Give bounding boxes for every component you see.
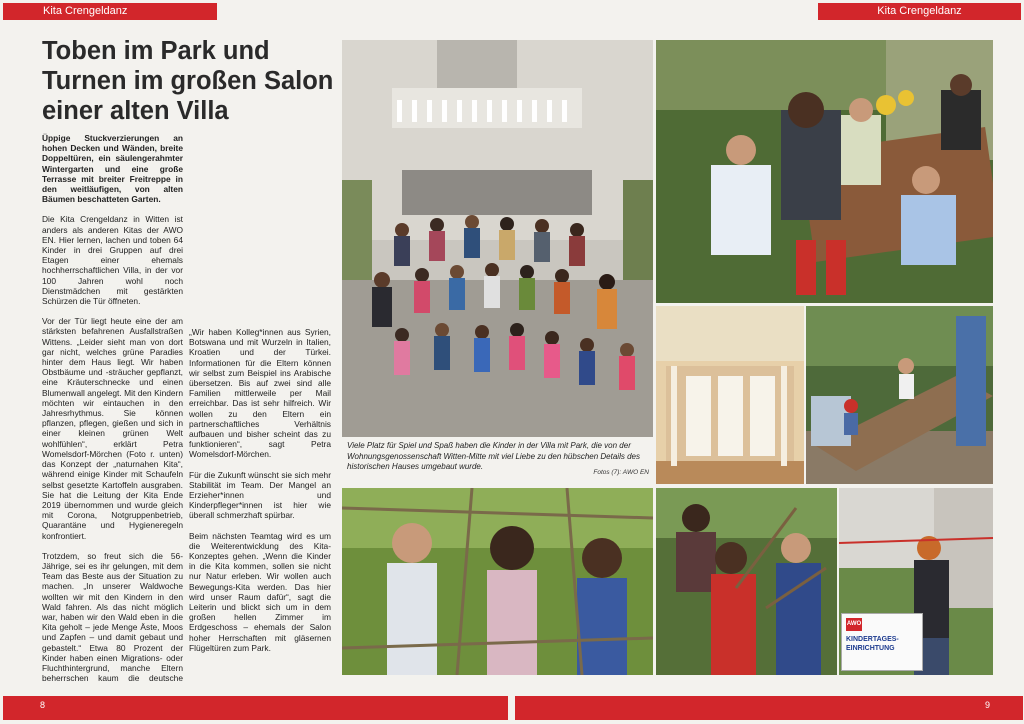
sign-line-1: KINDERTAGES- [846, 636, 899, 643]
section-tag-right: Kita Crengeldanz [818, 3, 1021, 20]
photo-caption-text: Viele Platz für Spiel und Spaß haben die Kinder in der Villa mit Park, die von der Wohnungsgenossenschaft Witten-Mitte mit viel Liebe zu den hübschen Details des historischen Hauses umgebaut wurde. [347, 441, 640, 471]
article-paragraph-6: Beim nächsten Teamtag wird es um die Weiterentwicklung des Kita-Konzeptes gehen. „Wenn die Kinder in die Kita kommen, sollen sie nicht nur Natur erleben. Wir wollen auch Bewegungs-Kita werden. Das hier wird unser Raum dafür“, sagt die Leiterin und blickt sich um in dem großen hellen Zimmer im Erdgeschoss – ehemals der Salon hoher Herrschaften mit gläsernen Flügeltüren zum Park. [189, 530, 331, 653]
children-at-table-photo [656, 40, 993, 303]
article-paragraph-3: Trotzdem, so freut sich die 56-Jährige, sei es ihr gelungen, mit dem Team das Beste aus der Situation zu machen. „In unserer Waldwoche wollten wir mit den Kindern in den Wald fahren. Als das nicht möglich war, haben wir den Wald eben in die Kita geholt – jede Menge Äste, Moos und Zapfen – und damit gebaut und gebastelt.“ Etwa 80 Prozent der Kinder haben einen Migrations- oder Fluchthintergrund, manche Eltern beherrschen kaum die deutsche [42, 550, 183, 683]
group-photo-villa [342, 40, 653, 437]
sign-line-2: EINRICHTUNG [846, 645, 895, 652]
photo-caption [342, 437, 653, 485]
garden-children-photo [342, 488, 653, 675]
article-paragraph-5: Für die Zukunft wünscht sie sich mehr Stabilität im Team. Der Mangel an Erzieher*innen und Kinderpfleger*innen ist hier wie überall schmerzhaft spürbar. [189, 469, 331, 521]
article-paragraph-2: Vor der Tür liegt heute eine der am stärksten befahrenen Ausfallstraßen Wittens. „Leider sieht man von dort gar nicht, welches grüne Paradies hinter dem Haus liegt. Wir haben Obstbäume und -sträucher gepflanzt, eine Kräuterschnecke und einen Blumenwall angelegt. Mit den Kindern möchten wir eintauchen in den Jahresrhythmus. Sie können pflanzen, pflegen, gießen und sich in einer kleinen grünen Welt wohlfühlen“, erklärt Petra Womelsdorf-Mörchen (Foto r. unten) das Konzept der „naturnahen Kita“, während einige Kinder mit Schaufeln selbst gesetzte Kartoffeln ausgraben. Sie hat die Leitung der Kita Ende 2019 übernommen und wurde gleich mit Corona, Notgruppenbetrieb, Quarantäne und Hygieneregeln konfrontiert. [42, 316, 183, 541]
children-with-sticks-photo [656, 488, 837, 675]
kita-sign [841, 613, 923, 671]
text-column-1 [42, 133, 183, 693]
photo-credit: Fotos (7): AWO EN [593, 468, 649, 476]
footer-bar-right [515, 696, 1023, 720]
playground-slide-photo [806, 306, 993, 484]
article-paragraph-1: Die Kita Crengeldanz in Witten ist anders als anderen Kitas der AWO EN. Hier lernen, lachen und toben 64 Kinder in drei Gruppen auf drei Etagen einer ehemals hochherrschaftlichen Villa, in der vor 100 Jahren wohl noch Dienstmädchen mit gestärkten Schürzen die Tür öffneten. [42, 214, 183, 307]
text-column-2 [189, 133, 331, 663]
page-number-left: 8 [40, 700, 46, 710]
article-paragraph-4: „Wir haben Kolleg*innen aus Syrien, Botswana und mit Wurzeln in Italien, Kroatien und der Türkei. Informationen für die Eltern können wir selbst zum Beispiel ins Arabische übersetzen. Bis auf zwei sind alle Familien mittlerweile per Mail erreichbar. Das ist sehr hilfreich. Wir wollen zu den Eltern ein partnerschaftliches Verhältnis aufbauen und bisher scheint das zu funktionieren“, sagt Petra Womelsdorf-Mörchen. [189, 327, 331, 460]
section-tag-left: Kita Crengeldanz [3, 3, 217, 20]
article-headline: Toben im Park und Turnen im großen Salon einer alten Villa [42, 37, 334, 125]
awo-logo: AWO [846, 618, 862, 631]
page-number-right: 9 [985, 700, 991, 710]
salon-room-photo [656, 306, 804, 484]
article-lead: Üppige Stuckverzierungen an hohen Decken und Wänden, breite Doppeltüren, ein säulengerahmter Wintergarten und eine große Terrasse mit breiter Freitreppe in den weitläufigen, von alten Bäumen beschatteten Garten. [42, 133, 183, 205]
footer-bar-left [3, 696, 508, 720]
